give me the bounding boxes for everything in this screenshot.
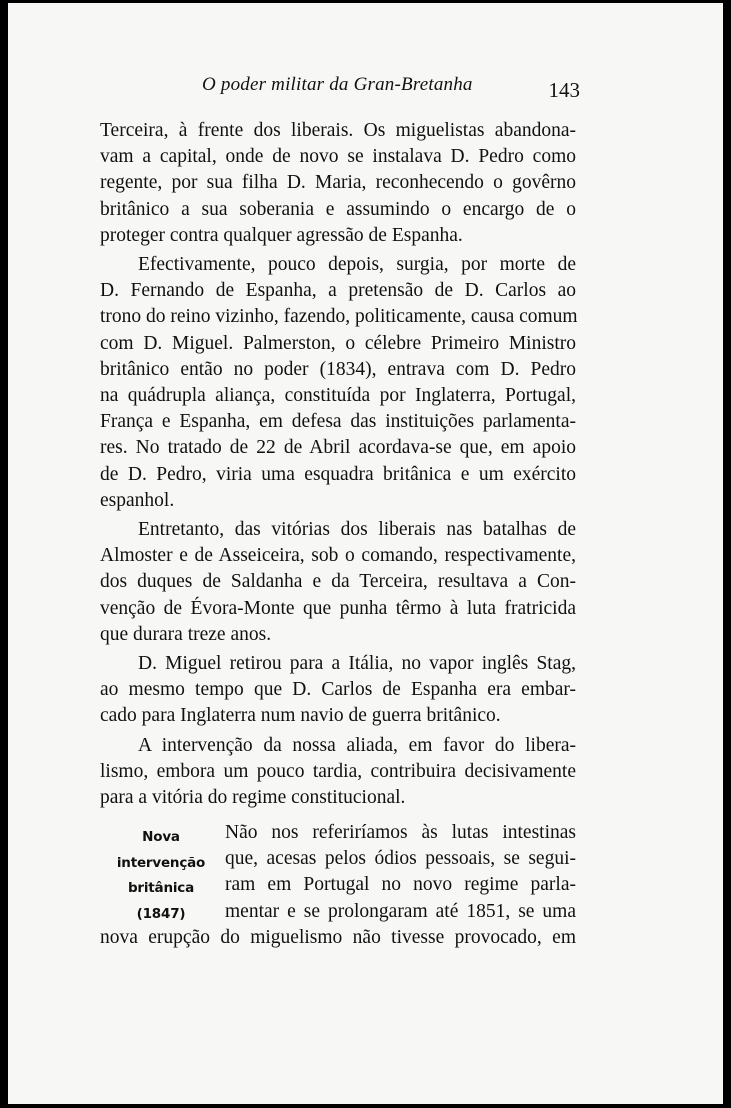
text-line: lismo, embora um pouco tardia, contribuira decisivamente xyxy=(100,760,576,782)
text-line: ram em Portugal no novo regime parla- xyxy=(225,874,576,896)
text-line: britânico a sua soberania e assumindo o encargo de o xyxy=(100,198,576,220)
text-line: que, acesas pelos ódios pessoais, se segui- xyxy=(225,848,576,870)
text-line: vam a capital, onde de novo se instalava D. Pedro como xyxy=(100,146,576,168)
sidenote-paragraph xyxy=(225,820,576,925)
paragraph xyxy=(100,733,576,812)
page-header xyxy=(100,74,580,104)
text-line: cado para Inglaterra num navio de guerra britânico. xyxy=(100,705,501,727)
text-line: com D. Miguel. Palmerston, o célebre Primeiro Ministro xyxy=(100,332,576,354)
text-line: França e Espanha, em defesa das instituições parlamenta- xyxy=(100,411,576,433)
sidenote-line: (1847) xyxy=(136,905,186,922)
text-line: res. No tratado de 22 de Abril acordava-se que, em apoio xyxy=(100,437,576,459)
text-line: nova erupção do miguelismo não tivesse provocado, em xyxy=(100,927,576,948)
scan-border-right xyxy=(723,0,731,1108)
text-line: espanhol. xyxy=(100,489,175,511)
text-line: Terceira, à frente dos liberais. Os miguelistas abandona- xyxy=(100,120,576,141)
sidenote-line: britânica xyxy=(127,880,195,896)
scan-border-top xyxy=(0,0,731,3)
text-line: D. Miguel retirou para a Itália, no vapor inglês Stag, xyxy=(138,653,576,675)
text-line: A intervenção da nossa aliada, em favor do libera- xyxy=(138,734,576,756)
paragraph-continuation xyxy=(100,925,576,951)
text-line: proteger contra qualquer agressão de Espanha. xyxy=(100,224,463,246)
margin-sidenote xyxy=(100,825,222,927)
paragraph xyxy=(100,517,576,648)
text-line: britânico então no poder (1834), entrava com D. Pedro xyxy=(100,358,576,380)
sidenote-line: Nova intervenção xyxy=(116,829,206,871)
text-line: para a vitória do regime constitucional. xyxy=(100,787,406,809)
body-text xyxy=(100,118,576,811)
scan-border-left xyxy=(0,0,8,1108)
paragraph xyxy=(100,651,576,730)
scan-border-bottom xyxy=(0,1104,731,1108)
text-line: regente, por sua filha D. Maria, reconhecendo o govêrno xyxy=(100,172,576,194)
text-line: Efectivamente, pouco depois, surgia, por morte de xyxy=(138,254,576,276)
text-line: D. Fernando de Espanha, a pretensão de D. Carlos ao xyxy=(100,280,576,302)
text-line: dos duques de Saldanha e da Terceira, resultava a Con- xyxy=(100,571,576,593)
text-line: ao mesmo tempo que D. Carlos de Espanha era embar- xyxy=(100,679,576,701)
text-line: venção de Évora-Monte que punha têrmo à luta fratricida xyxy=(100,597,576,619)
text-line: Almoster e de Asseiceira, sob o comando, respectivamente, xyxy=(100,545,576,567)
paragraph xyxy=(100,252,576,514)
text-line: de D. Pedro, viria uma esquadra britânica e um exército xyxy=(100,463,576,485)
page-number: 143 xyxy=(548,78,580,102)
paragraph xyxy=(100,118,576,249)
text-line: que durara treze anos. xyxy=(100,623,272,645)
text-line: mentar e se prolongaram até 1851, se uma xyxy=(225,900,576,922)
running-title: O poder militar da Gran-Bretanha xyxy=(202,74,473,95)
text-line: Entretanto, das vitórias dos liberais nas batalhas de xyxy=(138,519,576,541)
text-line: trono do reino vizinho, fazendo, politicamente, causa comum xyxy=(100,306,578,328)
text-line: na quádrupla aliança, constituída por Inglaterra, Portugal, xyxy=(100,385,576,407)
text-line: Não nos referiríamos às lutas intestinas xyxy=(225,822,576,843)
